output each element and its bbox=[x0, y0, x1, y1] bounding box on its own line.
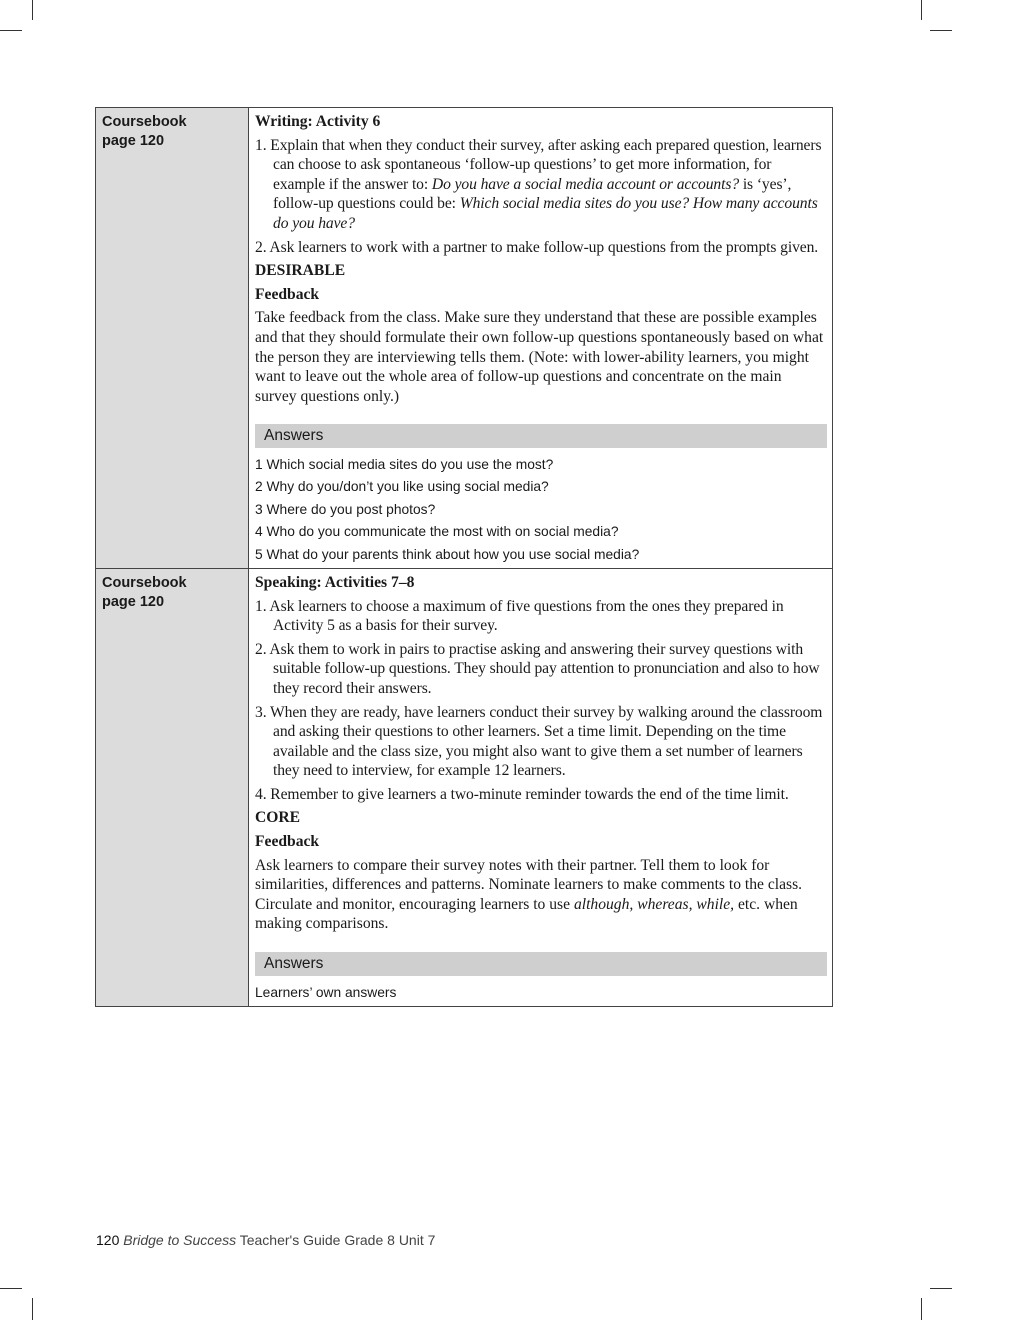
instruction-item bbox=[255, 597, 827, 636]
table-row bbox=[96, 568, 833, 1006]
lesson-table bbox=[95, 107, 833, 1007]
page-footer bbox=[96, 1232, 435, 1248]
reference-line: page 120 bbox=[102, 593, 165, 610]
answers-heading: Answers bbox=[255, 424, 827, 448]
text-run: Take feedback from the class. Make sure they understand that these are possible examples and that they should formulate their own follow-up questions spontaneously based on what the person they are interviewing tells them. (Note: with lower-ability learners, you might want to leave out the whole area of follow-up questions and concentrate on the main survey questions only.) bbox=[255, 309, 824, 405]
crop-mark bbox=[921, 1298, 922, 1320]
level-label: DESIRABLE bbox=[255, 262, 346, 280]
reference-line: page 120 bbox=[102, 133, 165, 149]
feedback-text bbox=[255, 856, 827, 934]
page-number: 120 bbox=[96, 1232, 120, 1248]
instruction-item bbox=[255, 238, 827, 258]
coursebook-reference bbox=[96, 568, 249, 1006]
activity-content bbox=[249, 568, 833, 1006]
instruction-item bbox=[255, 640, 827, 699]
footer-text: Teacher's Guide Grade 8 Unit 7 bbox=[236, 1232, 436, 1248]
text-run: 1. Ask learners to choose a maximum of five questions from the ones they prepared in Activity 5 as a basis for their survey. bbox=[255, 597, 784, 635]
coursebook-reference bbox=[96, 108, 249, 569]
answer-item: 3 Where do you post photos? bbox=[255, 501, 436, 517]
reference-line: Coursebook bbox=[102, 114, 187, 130]
text-run: 2. Ask them to work in pairs to practise asking and answering their survey questions with suitable follow-up questions. They should pay attention to pronunciation and also to how they record their answers. bbox=[255, 640, 820, 697]
feedback-heading: Feedback bbox=[255, 285, 320, 303]
feedback-text bbox=[255, 308, 827, 406]
crop-mark bbox=[930, 30, 952, 31]
crop-mark bbox=[0, 1288, 22, 1289]
text-run: 4. Remember to give learners a two-minute reminder towards the end of the time limit. bbox=[255, 785, 789, 803]
crop-mark bbox=[32, 0, 33, 20]
answers-heading: Answers bbox=[255, 952, 827, 976]
text-run: Ask learners to compare their survey notes with their partner. Tell them to look for similarities, differences and patterns. Nominate learners to make comments to the class. Circulate and monitor, encouraging learners to use bbox=[255, 856, 803, 913]
activity-heading: Speaking: Activities 7–8 bbox=[255, 573, 415, 591]
crop-mark bbox=[32, 1298, 33, 1320]
activity-heading: Writing: Activity 6 bbox=[255, 113, 381, 130]
text-run: Do you have a social media account or accounts? bbox=[431, 175, 740, 193]
answer-item: 5 What do your parents think about how you use social media? bbox=[255, 546, 640, 562]
instruction-item bbox=[255, 703, 827, 781]
book-title: Bridge to Success bbox=[123, 1232, 237, 1248]
instruction-item bbox=[255, 785, 827, 805]
activity-content bbox=[249, 108, 833, 569]
crop-mark bbox=[930, 1288, 952, 1289]
crop-mark bbox=[0, 30, 22, 31]
instruction-list bbox=[255, 136, 827, 258]
text-run: 3. When they are ready, have learners conduct their survey by walking around the classroom and asking their questions to other learners. Set a time limit. Depending on the time available and the class size, you might also want to give them a set number of learners they need to interview, for example 12 learners. bbox=[255, 703, 823, 780]
text-run: is ‘yes’, follow-up questions could be: bbox=[273, 175, 792, 213]
text-run: 2. Ask learners to work with a partner to make follow-up questions from the prompts given. bbox=[255, 238, 819, 256]
text-run: 1. Explain that when they conduct their survey, after asking each prepared question, learners can choose to ask spontaneous ‘follow-up questions’ to get more information, for example if the answer to: bbox=[255, 136, 822, 193]
crop-mark bbox=[921, 0, 922, 20]
level-label: CORE bbox=[255, 809, 301, 827]
table-row bbox=[96, 108, 833, 569]
answer-item: 2 Why do you/don’t you like using social media? bbox=[255, 479, 549, 495]
instruction-list bbox=[255, 597, 827, 805]
answer-item: 1 Which social media sites do you use the most? bbox=[255, 456, 554, 472]
instruction-item bbox=[255, 136, 827, 234]
text-run: etc. when making comparisons. bbox=[255, 895, 798, 933]
answer-item: 4 Who do you communicate the most with on social media? bbox=[255, 524, 619, 540]
reference-line: Coursebook bbox=[102, 574, 187, 591]
text-run: although, whereas, while, bbox=[573, 895, 735, 913]
answer-item: Learners’ own answers bbox=[255, 984, 397, 1000]
text-run: Which social media sites do you use? How many accounts do you have? bbox=[273, 195, 818, 232]
feedback-heading: Feedback bbox=[255, 833, 320, 851]
